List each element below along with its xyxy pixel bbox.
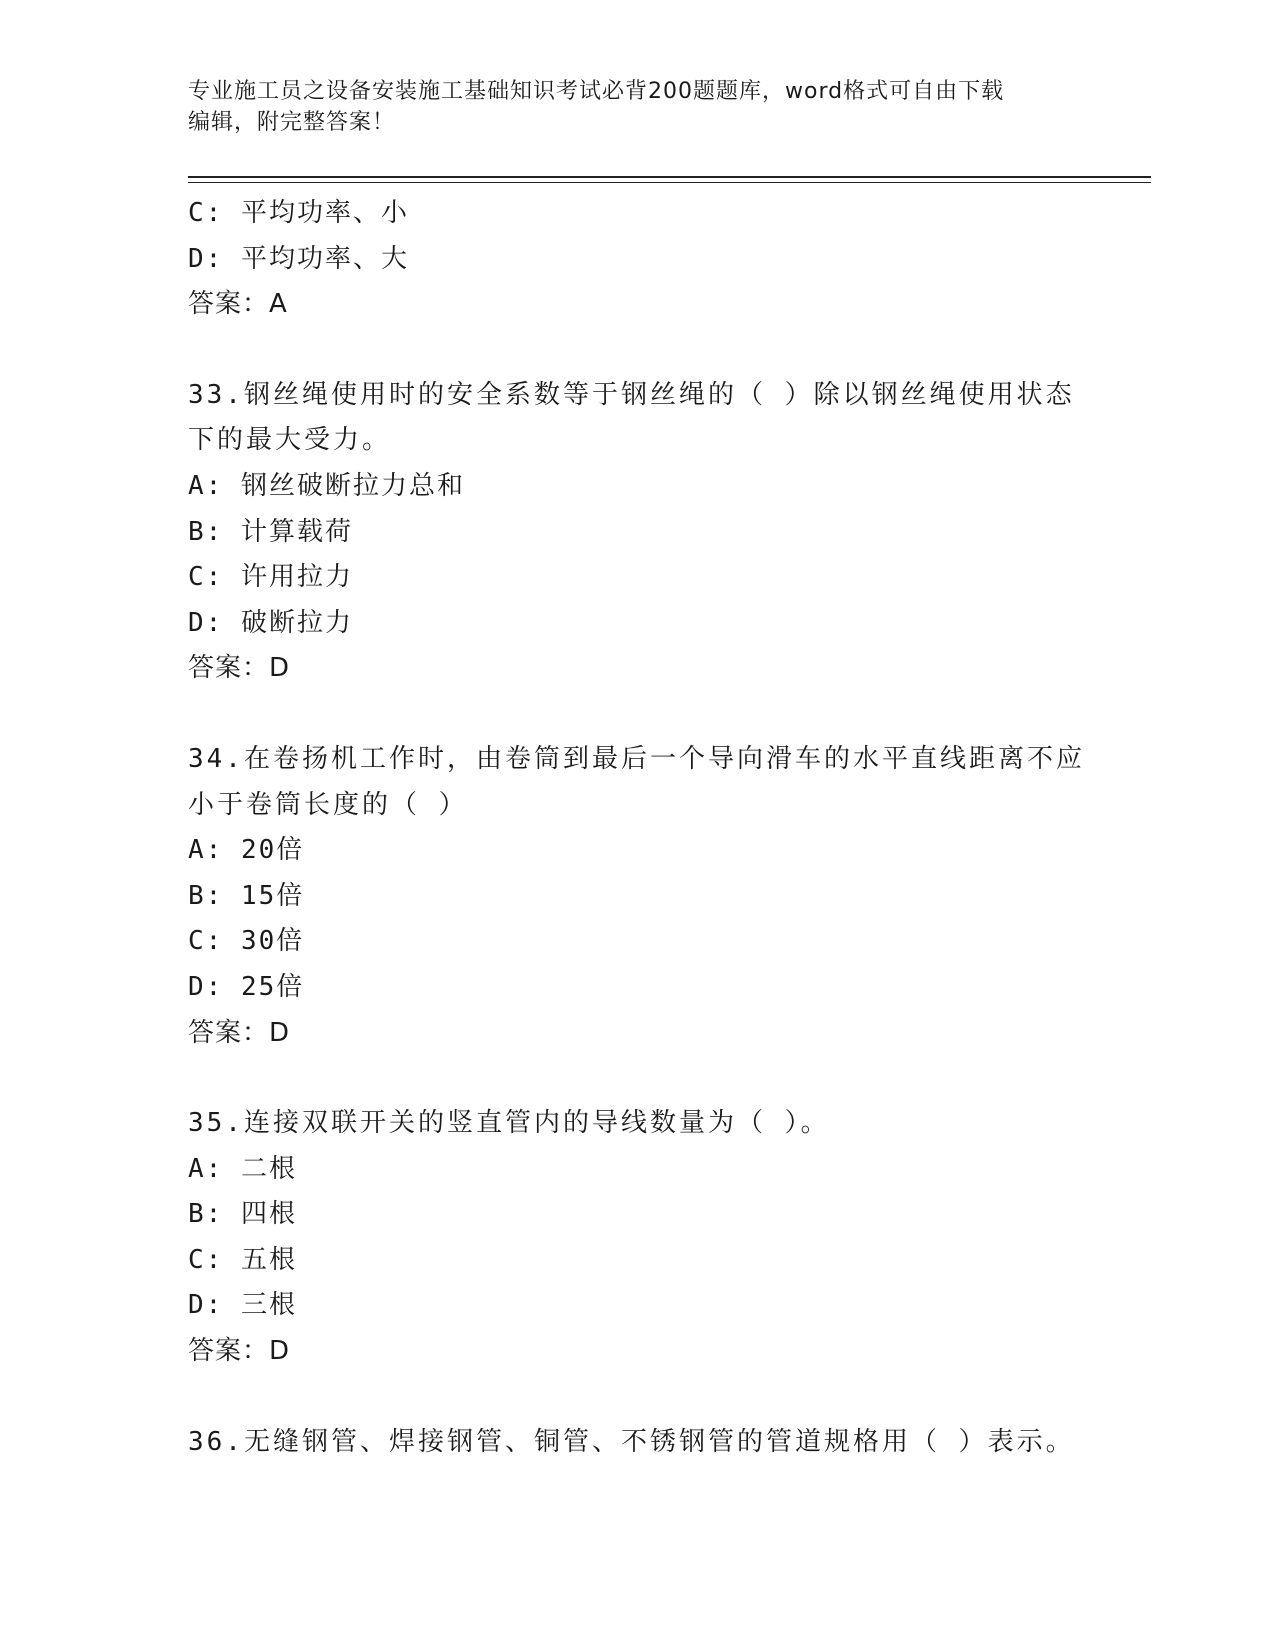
header-line-1: 专业施工员之设备安装施工基础知识考试必背200题题库，word格式可自由下载 xyxy=(188,79,1005,104)
option-d: D: 25倍 xyxy=(188,971,305,1002)
question-36 xyxy=(188,1420,1088,1466)
answer: 答案：D xyxy=(188,653,291,684)
option-d: D: 三根 xyxy=(188,1290,297,1321)
question-text: 35.连接双联开关的竖直管内的导线数量为（ ）。 xyxy=(188,1108,830,1139)
option-c: C: 五根 xyxy=(188,1244,297,1275)
answer: 答案：D xyxy=(188,1336,291,1367)
answer: 答案：A xyxy=(188,289,288,320)
document-header xyxy=(188,76,1068,138)
question-35 xyxy=(188,1101,1088,1147)
question-32-tail xyxy=(188,191,1088,328)
question-list xyxy=(188,191,1088,1465)
question-text: 34.在卷扬机工作时，由卷筒到最后一个导向滑车的水平直线距离不应 xyxy=(188,743,1085,774)
answer: 答案：D xyxy=(188,1017,291,1048)
option-d: D: 平均功率、大 xyxy=(188,243,409,274)
option-d: D: 破断拉力 xyxy=(188,607,353,638)
question-text-cont: 小于卷筒长度的（ ） xyxy=(188,789,468,820)
question-35-options xyxy=(188,1147,1088,1375)
option-b: B: 计算载荷 xyxy=(188,516,353,547)
header-line-2: 编辑，附完整答案！ xyxy=(188,110,396,135)
question-34 xyxy=(188,737,1088,828)
question-34-options xyxy=(188,828,1088,1056)
header-rule-thick xyxy=(188,176,1151,178)
option-c: C: 许用拉力 xyxy=(188,562,353,593)
option-b: B: 15倍 xyxy=(188,880,305,911)
option-b: B: 四根 xyxy=(188,1199,297,1230)
question-text-cont: 下的最大受力。 xyxy=(188,425,392,456)
option-a: A: 二根 xyxy=(188,1153,297,1184)
option-a: A: 20倍 xyxy=(188,835,305,866)
question-text: 33.钢丝绳使用时的安全系数等于钢丝绳的（ ）除以钢丝绳使用状态 xyxy=(188,379,1075,410)
option-a: A: 钢丝破断拉力总和 xyxy=(188,470,465,501)
header-rule-thin xyxy=(188,182,1151,183)
question-33 xyxy=(188,373,1088,464)
option-c: C: 平均功率、小 xyxy=(188,198,409,228)
option-c: C: 30倍 xyxy=(188,926,305,957)
question-33-options xyxy=(188,464,1088,692)
question-text: 36.无缝钢管、焊接钢管、铜管、不锈钢管的管道规格用（ ）表示。 xyxy=(188,1426,1075,1457)
